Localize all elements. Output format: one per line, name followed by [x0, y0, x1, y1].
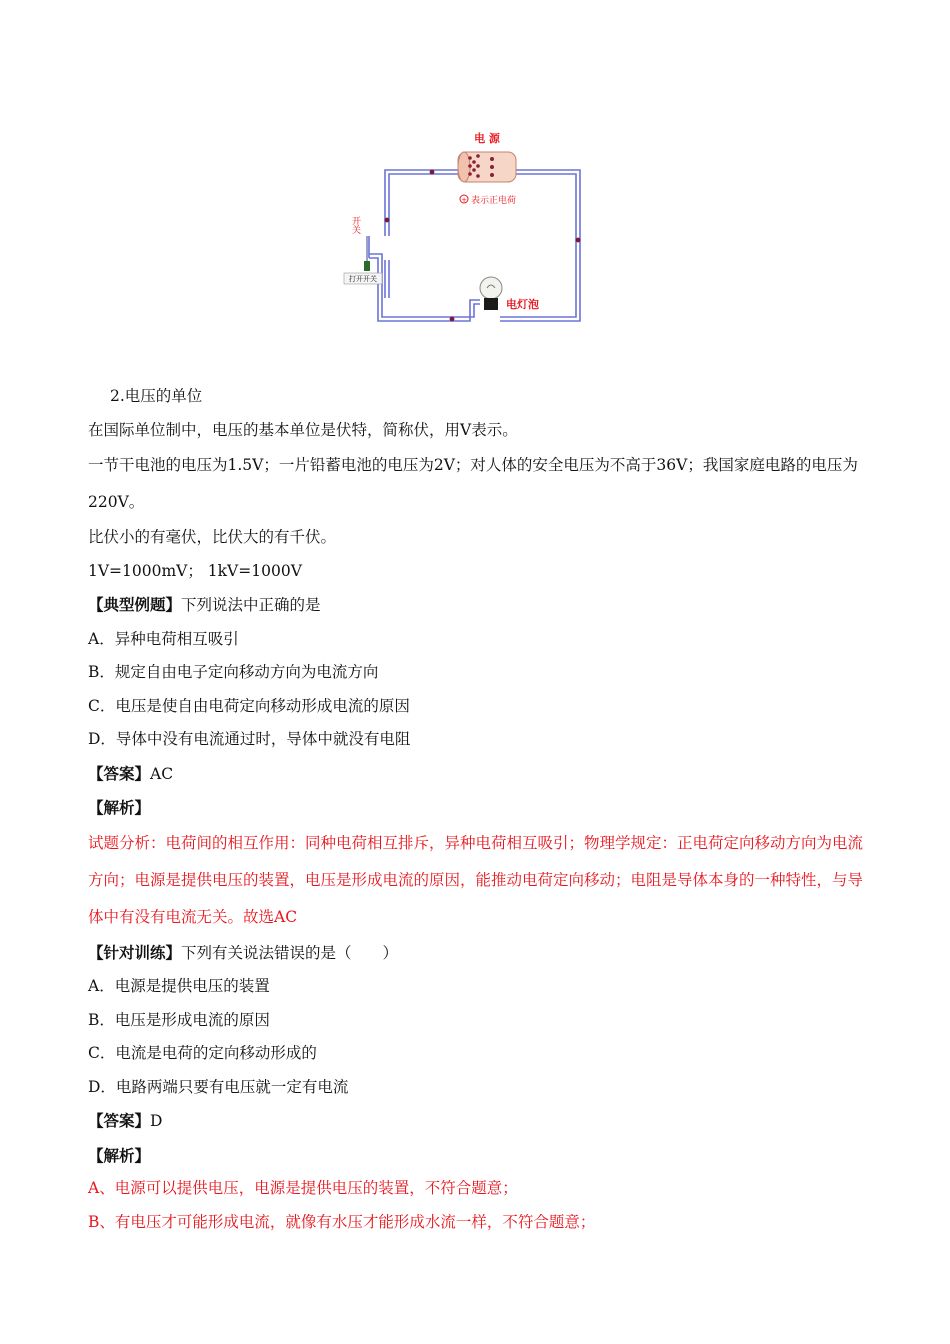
- example-question-text: 下列说法中正确的是: [181, 596, 321, 614]
- example-option-d: D．导体中没有电流通过时，导体中就没有电阻: [88, 730, 411, 748]
- bulb-icon: [480, 277, 502, 310]
- training-answer: [88, 1104, 868, 1139]
- paragraph-voltages: 一节干电池的电压为1.5V；一片铅蓄电池的电压为2V；对人体的安全电压为不高于36V；我国家庭电路的电压为220V。: [88, 456, 858, 511]
- example-tag: 【典型例题】: [88, 595, 182, 614]
- training-option-c: C．电流是电荷的定向移动形成的: [88, 1044, 317, 1062]
- document-body: [88, 380, 868, 1239]
- charge-dot: [385, 218, 390, 223]
- training-option-a: A．电源是提供电压的装置: [88, 977, 270, 995]
- circuit-diagram: [340, 128, 590, 333]
- positive-charge-note: 表示正电荷: [471, 196, 517, 206]
- training-tag: 【针对训练】: [88, 942, 182, 962]
- training-question: [88, 936, 868, 971]
- charge-dot: [450, 317, 455, 322]
- training-analysis-tag: 【解析】: [88, 1145, 151, 1165]
- training-answer-tag: 【答案】: [88, 1111, 151, 1130]
- training-option-d: D．电路两端只要有电压就一定有电流: [88, 1077, 349, 1096]
- charge-dot: [576, 238, 581, 243]
- example-analysis-tag: 【解析】: [88, 798, 151, 817]
- wire-loop: [369, 170, 580, 321]
- paragraph-prefixes: 比伏小的有毫伏，比伏大的有千伏。: [88, 528, 337, 546]
- example-option-c: C．电压是使自由电荷定向移动形成电流的原因: [88, 696, 410, 715]
- power-source-label: 电 源: [474, 132, 500, 145]
- example-option-a: A．异种电荷相互吸引: [88, 629, 239, 648]
- training-analysis-line-a: A、电源可以提供电压，电源是提供电压的装置，不符合题意；: [88, 1179, 518, 1197]
- example-answer-value: AC: [150, 764, 174, 783]
- example-analysis: 试题分析：电荷间的相互作用：同种电荷相互排斥，异种电荷相互吸引；物理学规定：正电荷定向移动方向为电流方向；电源是提供电压的装置，电压是形成电流的原因，能推动电荷定向移动；电阻是导体本身的一种特性，与导体中有没有电流无关。故选AC: [88, 833, 864, 926]
- paragraph-unit: 在国际单位制中，电压的基本单位是伏特，简称伏，用V表示。: [88, 420, 518, 439]
- paragraph-conversion: 1V=1000mV； 1kV=1000V: [88, 561, 302, 580]
- training-answer-value: D: [150, 1112, 163, 1130]
- example-question: [88, 588, 868, 623]
- section-title: 2.电压的单位: [110, 387, 203, 405]
- switch-label: 开关: [350, 216, 360, 234]
- training-analysis-line-b: B、有电压才可能形成电流，就像有水压才能形成水流一样，不符合题意；: [88, 1212, 596, 1231]
- charge-dot: [430, 170, 435, 175]
- example-answer-tag: 【答案】: [88, 763, 151, 783]
- svg-text:+: +: [461, 196, 467, 204]
- training-question-text: 下列有关说法错误的是（ ）: [181, 943, 399, 962]
- training-option-b: B．电压是形成电流的原因: [88, 1010, 270, 1029]
- power-source: [458, 152, 516, 182]
- example-option-b: B．规定自由电子定向移动方向为电流方向: [88, 663, 379, 681]
- switch-state-label: 打开开关: [349, 275, 377, 283]
- example-answer: [88, 757, 868, 792]
- circuit-figure: [340, 128, 590, 333]
- bulb-label: 电灯泡: [506, 298, 539, 311]
